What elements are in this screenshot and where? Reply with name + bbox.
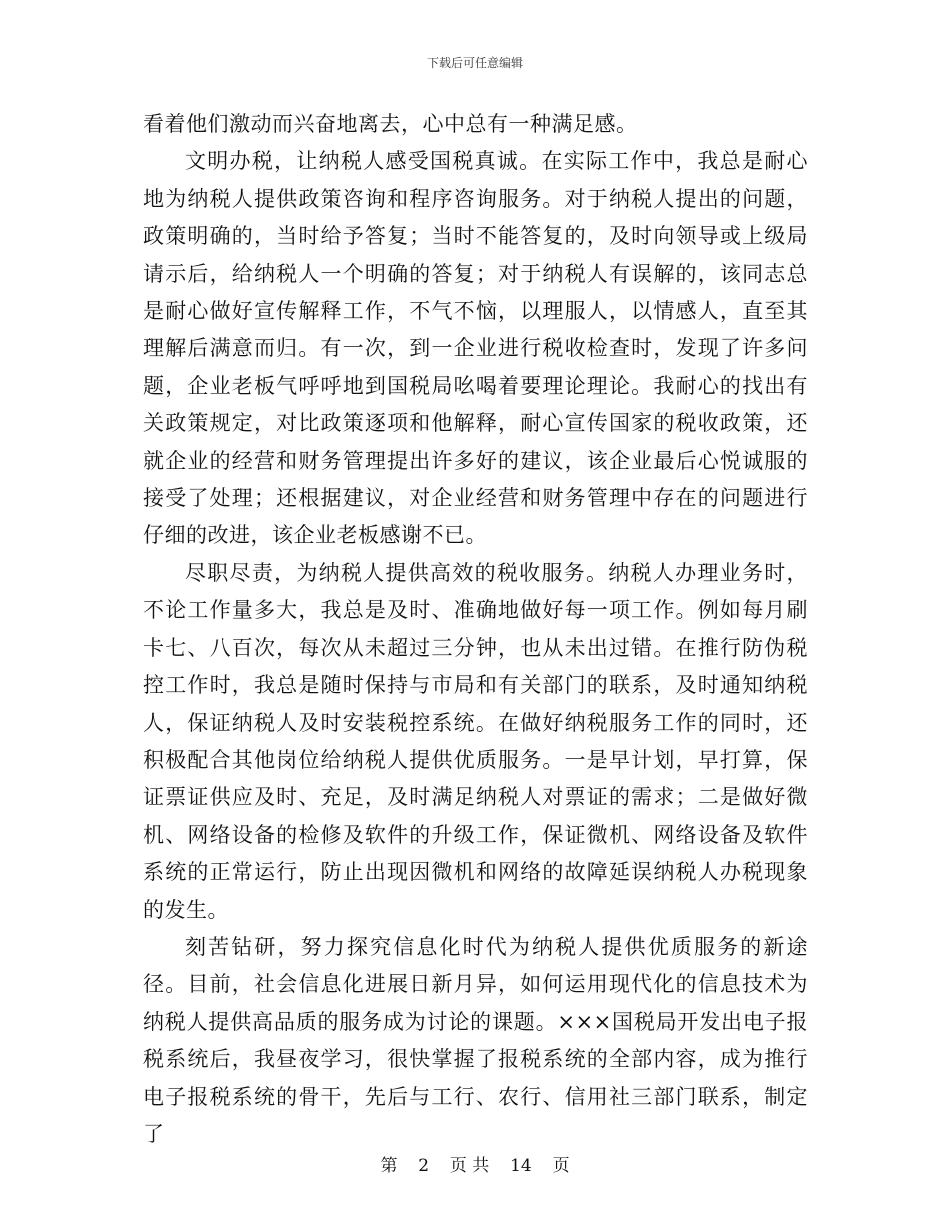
total-pages-number: 14 <box>510 1156 532 1176</box>
current-page-number: 2 <box>418 1156 430 1176</box>
footer-prefix: 第 <box>380 1156 398 1176</box>
paragraph-continuation: 看着他们激动而兴奋地离去，心中总有一种满足感。 <box>143 112 638 136</box>
footer-middle: 页 共 <box>449 1156 490 1176</box>
body-text <box>143 106 808 1153</box>
paragraph-informatization: 刻苦钻研，努力探究信息化时代为纳税人提供优质服务的新途径。目前，社会信息化进展日新月异，如何运用现代化的信息技术为纳税人提供高品质的服务成为讨论的课题。×××国税局开发出电子报税系统后，我昼夜学习，很快掌握了报税系统的全部内容，成为推行电子报税系统的骨干，先后与工行、农行、信用社三部门联系，制定了 <box>143 934 808 1146</box>
paragraph-civil-tax-service: 文明办税，让纳税人感受国税真诚。在实际工作中，我总是耐心地为纳税人提供政策咨询和程序咨询服务。对于纳税人提出的问题，政策明确的，当时给予答复；当时不能答复的，及时向领导或上级局请示后，给纳税人一个明确的答复；对于纳税人有误解的，该同志总是耐心做好宣传解释工作，不气不恼，以理服人，以情感人，直至其理解后满意而归。有一次，到一企业进行税收检查时，发现了许多问题，企业老板气呼呼地到国税局吆喝着要理论理论。我耐心的找出有关政策规定，对比政策逐项和他解释，耐心宣传国家的税收政策，还就企业的经营和财务管理提出许多好的建议，该企业最后心悦诚服的接受了处理；还根据建议，对企业经营和财务管理中存在的问题进行仔细的改进，该企业老板感谢不已。 <box>143 149 808 548</box>
page-header: 下载后可任意编辑 <box>426 56 523 70</box>
page-footer <box>0 1151 950 1176</box>
paragraph-efficient-service: 尽职尽责，为纳税人提供高效的税收服务。纳税人办理业务时，不论工作量多大，我总是及时、准确地做好每一项工作。例如每月刷卡七、八百次，每次从未超过三分钟，也从未出过错。在推行防伪税控工作时，我总是随时保持与市局和有关部门的联系，及时通知纳税人，保证纳税人及时安装税控系统。在做好纳税服务工作的同时，还积极配合其他岗位给纳税人提供优质服务。一是早计划，早打算，保证票证供应及时、充足，及时满足纳税人对票证的需求；二是做好微机、网络设备的检修及软件的升级工作，保证微机、网络设备及软件系统的正常运行，防止出现因微机和网络的故障延误纳税人办税现象的发生。 <box>143 560 808 922</box>
footer-suffix: 页 <box>552 1156 570 1176</box>
